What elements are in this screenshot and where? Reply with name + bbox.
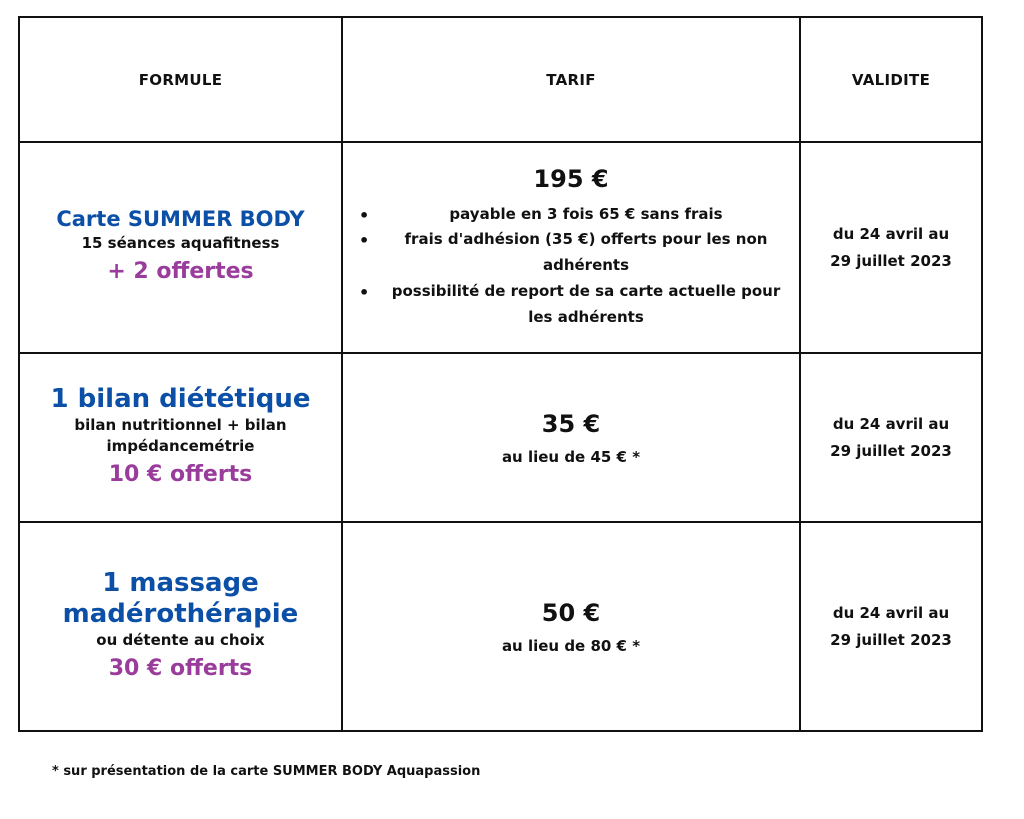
price-note: au lieu de 45 € * [501,448,641,467]
formule-cell [19,142,342,353]
formule-title: 1 bilan diététique [50,383,311,414]
price: 35 € [541,409,601,438]
table-row-bilan-dietetique [19,353,982,522]
table-row-summer-body [19,142,982,353]
validite-cell [800,142,982,353]
tarif-bullet: • payable en 3 fois 65 € sans frais [381,202,791,228]
validite-cell [800,353,982,522]
price: 50 € [541,598,601,627]
tarif-bullet: • frais d'adhésion (35 €) offerts pour les non adhérents [381,227,791,279]
tarif-cell [342,142,800,353]
table-header-row [19,17,982,142]
tarif-bullet: • possibilité de report de sa carte actuelle pour les adhérents [381,279,791,331]
tarif-cell [342,522,800,731]
table-row-massage [19,522,982,731]
validite-line: du 24 avril au [832,415,950,434]
formule-detail: impédancemétrie [106,437,255,456]
header-validite: VALIDITE [800,17,982,142]
formule-detail: bilan nutritionnel + bilan [74,416,287,435]
header-tarif: TARIF [342,17,800,142]
formule-detail: 15 séances aquafitness [81,233,280,252]
formule-title: madérothérapie [62,599,299,630]
validite-line: 29 juillet 2023 [830,251,952,270]
formule-detail: ou détente au choix [96,631,265,650]
validite-line: du 24 avril au [832,604,950,623]
validite-line: 29 juillet 2023 [830,630,952,649]
validite-line: du 24 avril au [832,225,950,244]
formule-cell [19,353,342,522]
formule-title: Carte SUMMER BODY [56,207,305,232]
tarif-bullet-list [351,202,791,331]
formule-offer: + 2 offertes [107,258,254,284]
formule-offer: 10 € offerts [108,462,253,488]
validite-line: 29 juillet 2023 [830,441,952,460]
price-note: au lieu de 80 € * [501,637,641,656]
offers-table [18,16,983,732]
formule-title: 1 massage [102,567,259,598]
formule-offer: 30 € offerts [108,656,253,682]
price: 195 € [533,165,609,194]
validite-cell [800,522,982,731]
header-formule: FORMULE [19,17,342,142]
footnote: * sur présentation de la carte SUMMER BODY Aquapassion [52,764,481,779]
tarif-cell [342,353,800,522]
formule-cell [19,522,342,731]
